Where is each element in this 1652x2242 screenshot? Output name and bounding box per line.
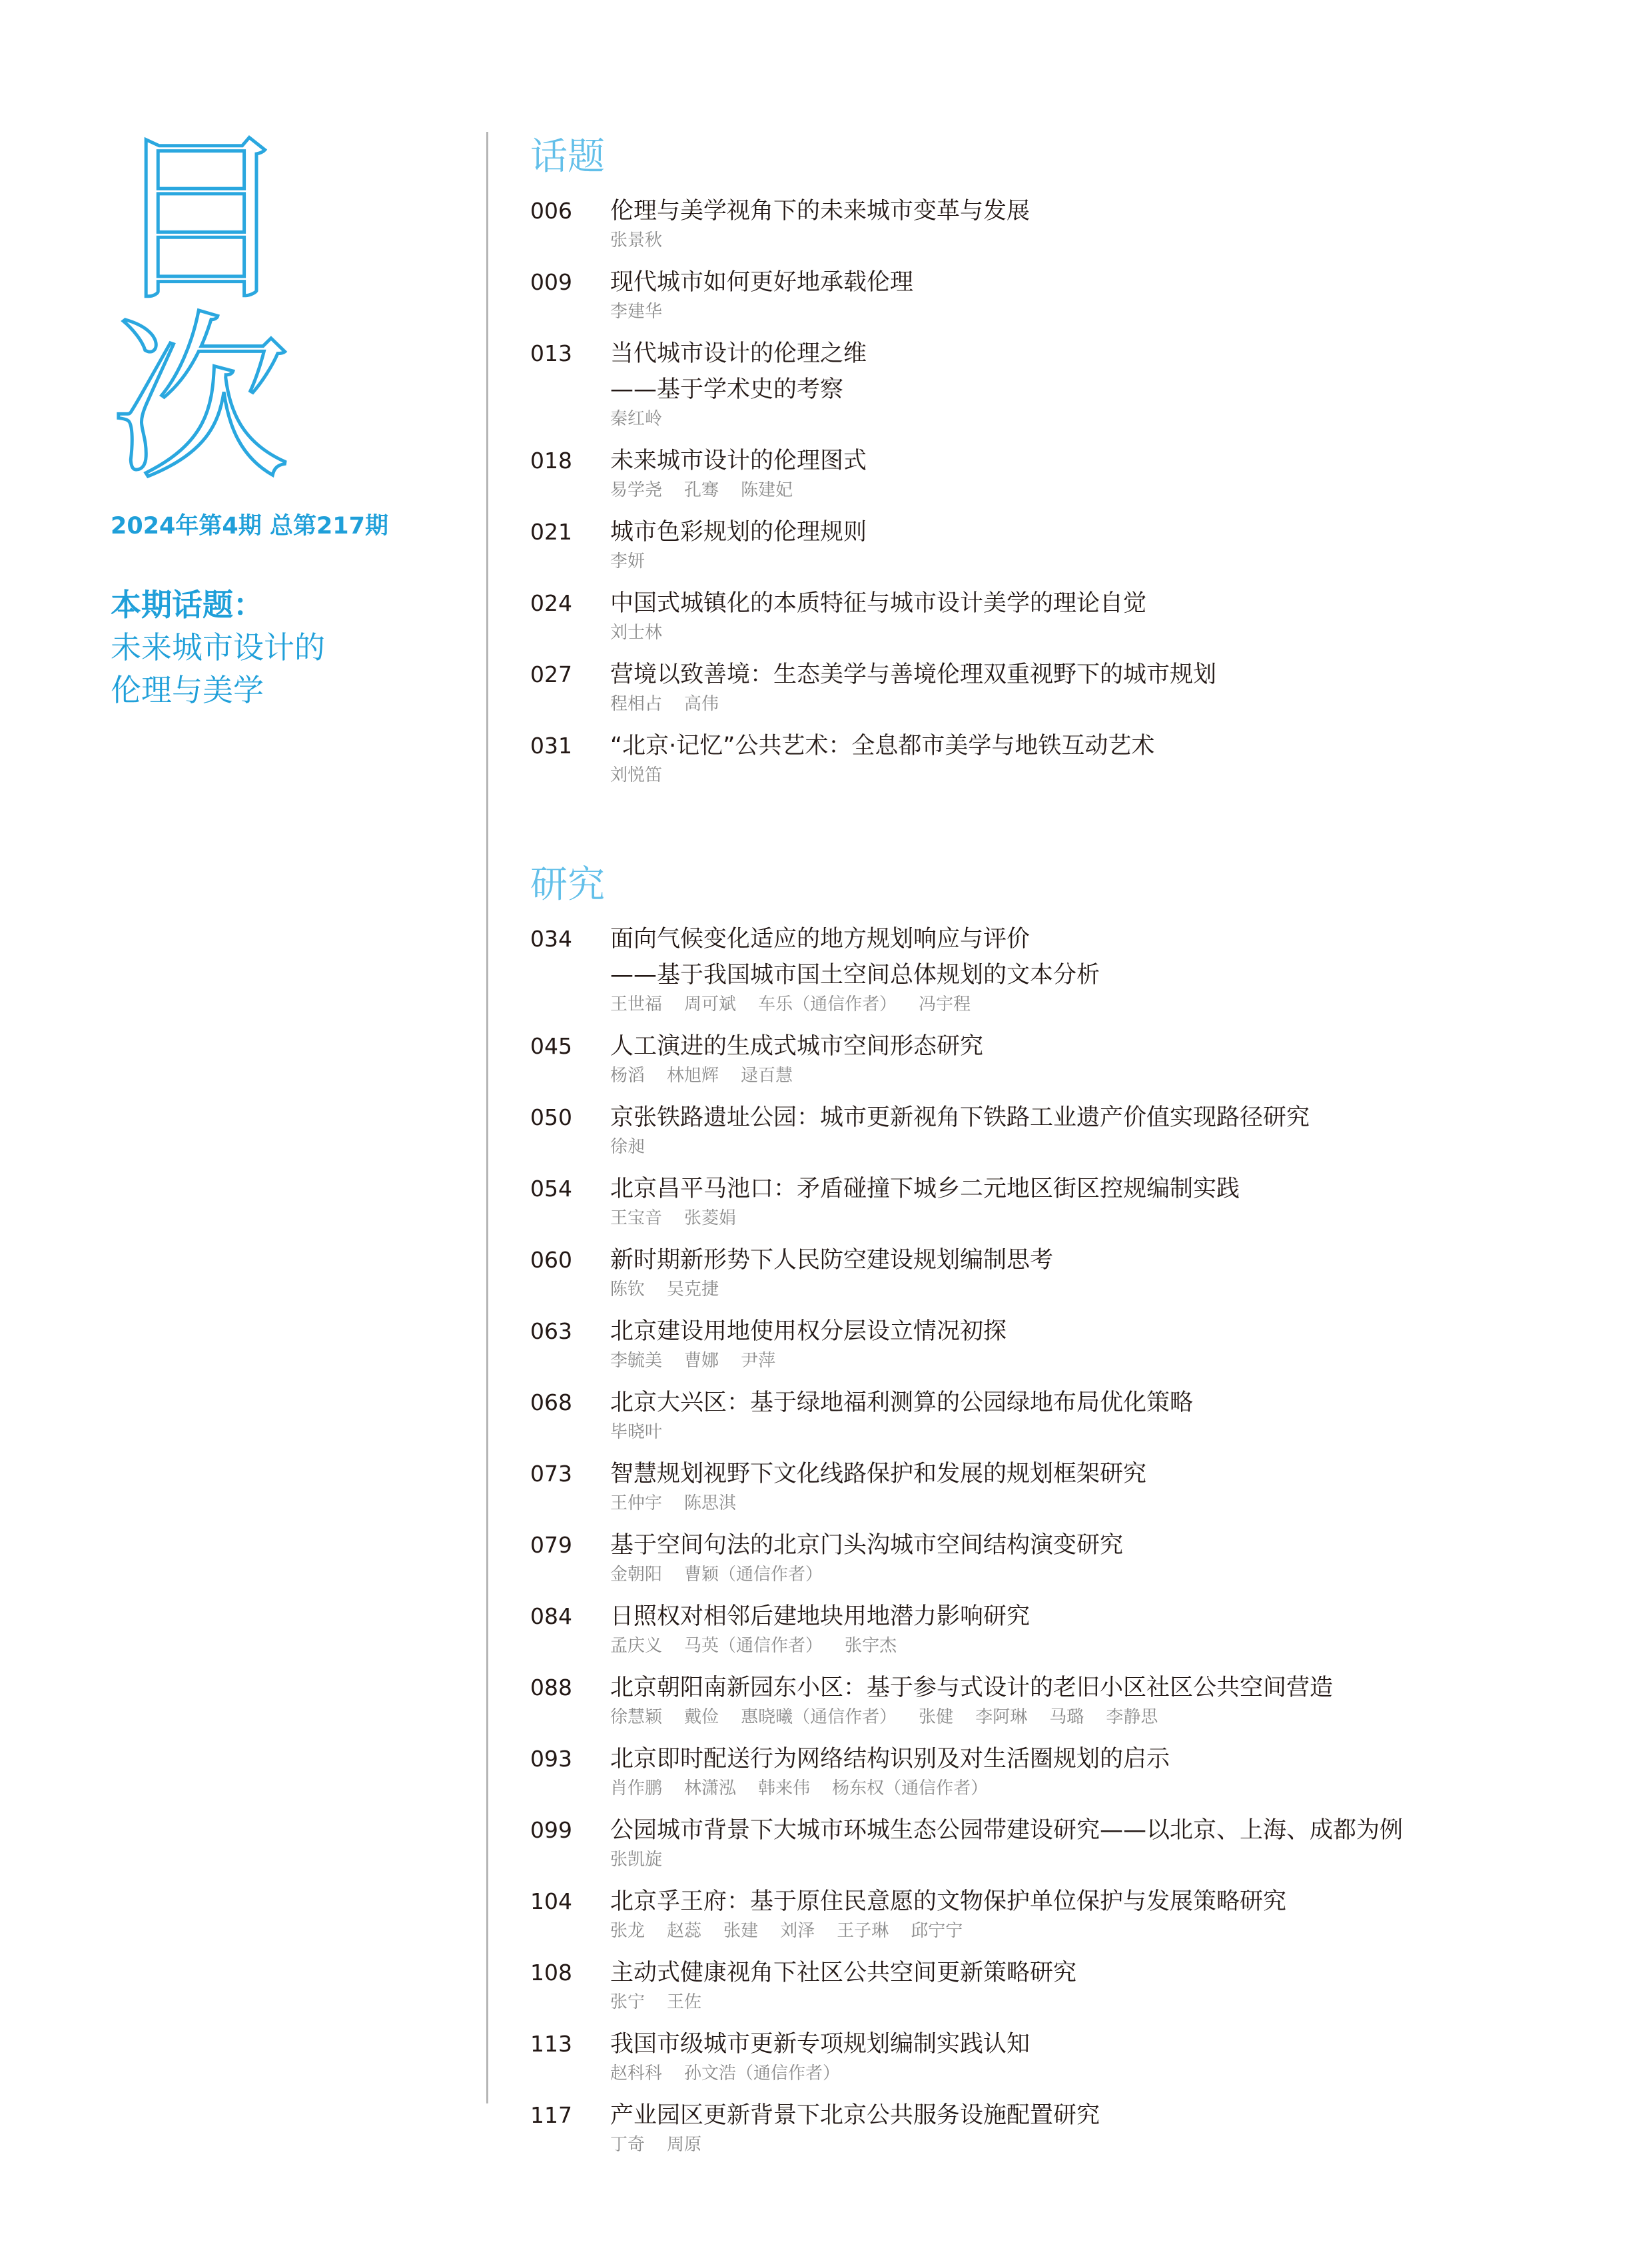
article-title: 产业园区更新背景下北京公共服务设施配置研究 [610, 2102, 1100, 2129]
article-authors: 丁奇 周原 [610, 2135, 702, 2155]
article-authors: 张凯旋 [610, 1850, 663, 1870]
article-authors: 张龙 赵蕊 张建 刘泽 王子琳 邱宁宁 [610, 1921, 963, 1941]
article-title: 城市色彩规划的伦理规则 [610, 519, 867, 546]
article-title: 基于空间句法的北京门头沟城市空间结构演变研究 [610, 1532, 1124, 1559]
topic-line: 伦理与美学 [111, 672, 264, 708]
topic-label: 本期话题： [111, 587, 264, 623]
article-authors: 李建华 [610, 302, 663, 322]
page-number: 009 [530, 269, 572, 295]
article-title: “北京·记忆”公共艺术：全息都市美学与地铁互动艺术 [610, 733, 1155, 759]
toc-entry[interactable] [530, 1599, 1623, 1657]
entry-body [610, 514, 1623, 573]
page-number: 031 [530, 733, 572, 759]
article-title: 主动式健康视角下社区公共空间更新策略研究 [610, 1960, 1077, 1986]
entry-body [610, 1171, 1623, 1230]
entry-body [610, 336, 1623, 430]
toc-entry[interactable] [530, 514, 1623, 573]
page-number: 117 [530, 2102, 572, 2128]
article-authors: 陈钦 吴克捷 [610, 1280, 719, 1300]
page-number: 073 [530, 1461, 572, 1487]
toc-entry[interactable] [530, 1313, 1623, 1372]
article-authors: 刘悦笛 [610, 765, 663, 785]
article-title: 北京朝阳南新园东小区：基于参与式设计的老旧小区社区公共空间营造 [610, 1675, 1334, 1701]
article-authors: 王世福 周可斌 车乐（通信作者） 冯宇程 [610, 994, 971, 1014]
entry-body [610, 921, 1623, 1016]
entry-body [610, 657, 1623, 715]
toc-entry[interactable] [530, 921, 1623, 1016]
page-number: 050 [530, 1104, 572, 1130]
toc-entry[interactable] [530, 443, 1623, 502]
contents-title: 目次 [111, 115, 286, 505]
entry-body [610, 1884, 1623, 1942]
entry-body [610, 1670, 1623, 1728]
article-title: 公园城市背景下大城市环城生态公园带建设研究——以北京、上海、成都为例 [610, 1817, 1404, 1844]
toc-section [530, 131, 1623, 787]
page-number: 045 [530, 1033, 572, 1059]
page-number: 108 [530, 1960, 572, 1986]
article-title: 当代城市设计的伦理之维 [610, 340, 867, 367]
page-number: 060 [530, 1247, 572, 1273]
page-number: 084 [530, 1603, 572, 1629]
page-number: 113 [530, 2031, 572, 2057]
article-title: 我国市级城市更新专项规划编制实践认知 [610, 2031, 1031, 2057]
topic-line: 未来城市设计的 [111, 629, 325, 665]
section-title: 研究 [530, 863, 605, 907]
column-divider [486, 132, 488, 2103]
article-authors: 张宁 王佐 [610, 1992, 702, 2012]
page-number: 021 [530, 519, 572, 545]
page-number: 093 [530, 1746, 572, 1772]
page-number: 034 [530, 926, 572, 952]
toc-entry[interactable] [530, 1527, 1623, 1586]
section-title: 话题 [530, 135, 605, 179]
article-title: 北京大兴区：基于绿地福利测算的公园绿地布局优化策略 [610, 1389, 1194, 1416]
article-title: 人工演进的生成式城市空间形态研究 [610, 1033, 984, 1060]
article-authors: 秦红岭 [610, 409, 663, 429]
masthead [111, 115, 457, 711]
article-authors: 李妍 [610, 552, 645, 571]
toc-entry[interactable] [530, 1100, 1623, 1158]
article-title: 智慧规划视野下文化线路保护和发展的规划框架研究 [610, 1461, 1147, 1487]
entry-body [610, 1955, 1623, 2014]
page-number: 099 [530, 1817, 572, 1843]
toc-entry[interactable] [530, 1456, 1623, 1515]
toc-entry[interactable] [530, 1812, 1623, 1871]
article-authors: 易学尧 孔骞 陈建妃 [610, 480, 793, 500]
entry-body [610, 728, 1623, 787]
entry-body [610, 1242, 1623, 1301]
entry-body [610, 1313, 1623, 1372]
article-authors: 王仲宇 陈思淇 [610, 1493, 737, 1513]
article-authors: 刘士林 [610, 623, 663, 643]
topic-block [111, 583, 457, 711]
article-subtitle: ——基于学术史的考察 [610, 376, 844, 403]
page-number: 088 [530, 1675, 572, 1700]
page-number: 006 [530, 198, 572, 224]
entry-body [610, 2097, 1623, 2156]
toc-entry[interactable] [530, 2026, 1623, 2085]
article-authors: 金朝阳 曹颖（通信作者） [610, 1565, 823, 1585]
toc-entry[interactable] [530, 336, 1623, 430]
article-title: 北京即时配送行为网络结构识别及对生活圈规划的启示 [610, 1746, 1170, 1772]
article-subtitle: ——基于我国城市国土空间总体规划的文本分析 [610, 962, 1100, 988]
entry-body [610, 1741, 1623, 1800]
entry-body [610, 2026, 1623, 2085]
article-title: 北京昌平马池口：矛盾碰撞下城乡二元地区街区控规编制实践 [610, 1176, 1240, 1202]
toc-entry[interactable] [530, 1171, 1623, 1230]
article-authors: 肖作鹏 林潇泓 韩来伟 杨东权（通信作者） [610, 1778, 989, 1798]
toc-entry[interactable] [530, 193, 1623, 252]
toc-entry[interactable] [530, 2097, 1623, 2156]
entry-body [610, 1456, 1623, 1515]
entry-body [610, 585, 1623, 644]
article-title: 北京孚王府：基于原住民意愿的文物保护单位保护与发展策略研究 [610, 1888, 1287, 1915]
page-number: 104 [530, 1888, 572, 1914]
table-of-contents [530, 131, 1623, 2169]
article-title: 现代城市如何更好地承载伦理 [610, 269, 914, 296]
page-number: 068 [530, 1389, 572, 1415]
entry-body [610, 264, 1623, 323]
article-title: 新时期新形势下人民防空建设规划编制思考 [610, 1247, 1054, 1274]
toc-entry[interactable] [530, 1884, 1623, 1942]
article-authors: 毕晓叶 [610, 1422, 663, 1442]
page-number: 018 [530, 448, 572, 474]
toc-entry[interactable] [530, 1028, 1623, 1087]
toc-entry[interactable] [530, 1955, 1623, 2014]
article-title: 日照权对相邻后建地块用地潜力影响研究 [610, 1603, 1031, 1630]
page-number: 024 [530, 590, 572, 616]
entry-body [610, 1028, 1623, 1087]
article-authors: 孟庆义 马英（通信作者） 张宇杰 [610, 1636, 897, 1656]
article-authors: 赵科科 孙文浩（通信作者） [610, 2063, 841, 2083]
toc-entry[interactable] [530, 728, 1623, 787]
toc-entry[interactable] [530, 585, 1623, 644]
entry-body [610, 1527, 1623, 1586]
article-title: 京张铁路遗址公园：城市更新视角下铁路工业遗产价值实现路径研究 [610, 1104, 1310, 1131]
toc-entry[interactable] [530, 1242, 1623, 1301]
issue-number: 2024年第4期 总第217期 [111, 513, 389, 540]
article-title: 中国式城镇化的本质特征与城市设计美学的理论自觉 [610, 590, 1147, 617]
entry-body [610, 1385, 1623, 1443]
page-number: 063 [530, 1318, 572, 1344]
article-title: 北京建设用地使用权分层设立情况初探 [610, 1318, 1007, 1345]
article-authors: 李毓美 曹娜 尹萍 [610, 1351, 776, 1371]
article-authors: 程相占 高伟 [610, 694, 719, 714]
page-number: 013 [530, 340, 572, 366]
toc-entry[interactable] [530, 657, 1623, 715]
article-authors: 王宝音 张菱娟 [610, 1208, 737, 1228]
entry-body [610, 1100, 1623, 1158]
article-title: 伦理与美学视角下的未来城市变革与发展 [610, 198, 1031, 224]
article-title: 营境以致善境：生态美学与善境伦理双重视野下的城市规划 [610, 661, 1217, 688]
article-authors: 徐昶 [610, 1137, 645, 1157]
page-number: 079 [530, 1532, 572, 1558]
article-authors: 杨滔 林旭辉 逯百慧 [610, 1066, 793, 1086]
article-title: 面向气候变化适应的地方规划响应与评价 [610, 926, 1031, 952]
toc-entry[interactable] [530, 1741, 1623, 1800]
article-authors: 徐慧颖 戴俭 惠晓曦（通信作者） 张健 李阿琳 马璐 李静思 [610, 1707, 1158, 1727]
article-authors: 张景秋 [610, 230, 663, 250]
page-number: 027 [530, 661, 572, 687]
entry-body [610, 1812, 1623, 1871]
entry-body [610, 193, 1623, 252]
toc-entry[interactable] [530, 264, 1623, 323]
entry-body [610, 1599, 1623, 1657]
page-number: 054 [530, 1176, 572, 1202]
entry-body [610, 443, 1623, 502]
toc-section [530, 859, 1623, 2156]
toc-entry[interactable] [530, 1670, 1623, 1728]
article-title: 未来城市设计的伦理图式 [610, 448, 867, 474]
toc-entry[interactable] [530, 1385, 1623, 1443]
